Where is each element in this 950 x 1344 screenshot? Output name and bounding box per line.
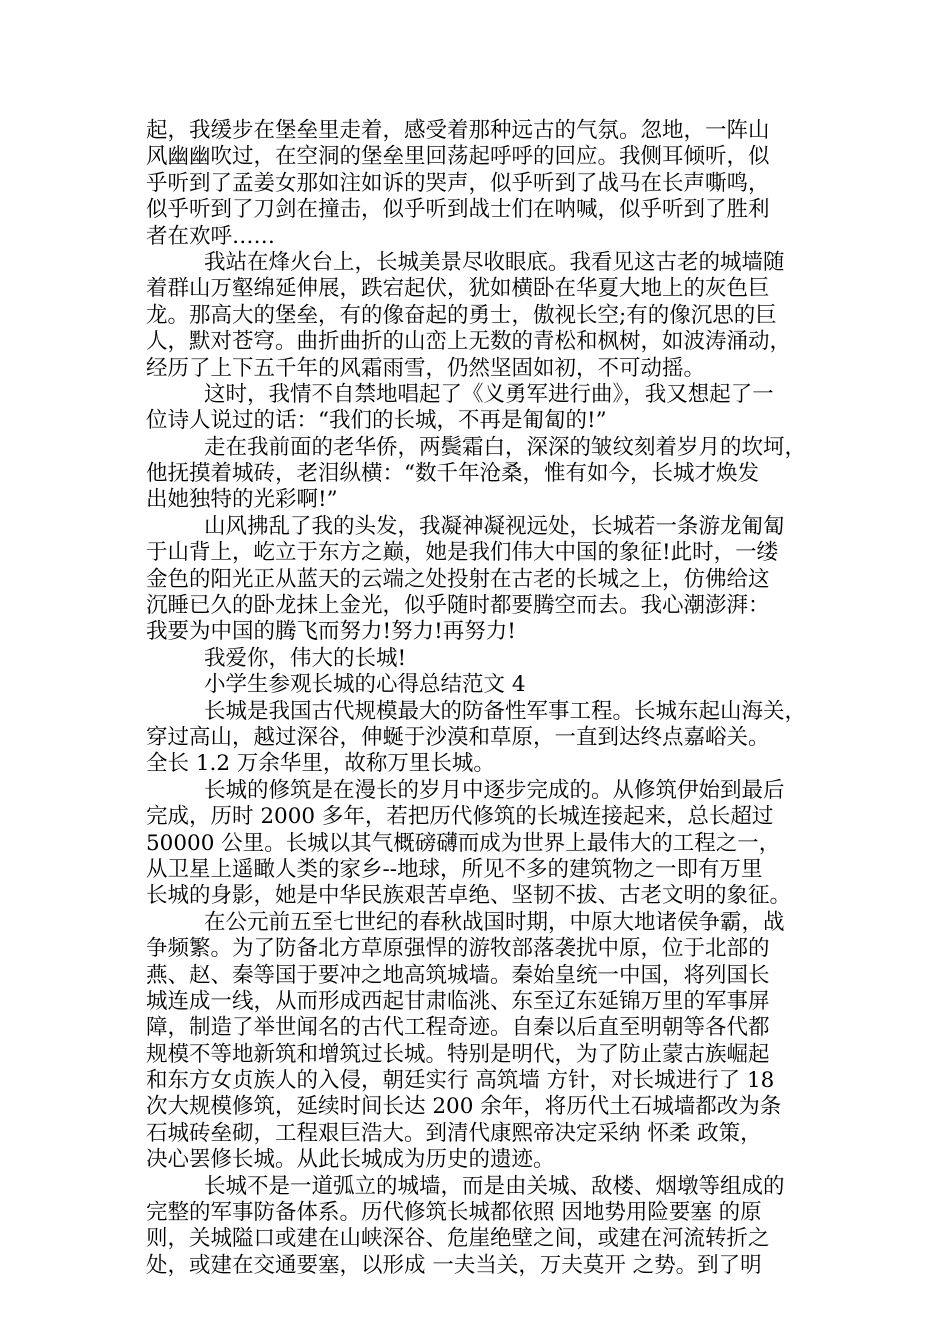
- text-line: 乎听到了孟姜女那如注如诉的哭声，似乎听到了战马在长声嘶鸣，: [146, 170, 770, 196]
- text-line: 处，或建在交通要塞，以形成 一夫当关，万夫莫开 之势。到了明: [146, 1252, 762, 1278]
- text-line: 龙。那高大的堡垒，有的像奋起的勇士，傲视长空;有的像沉思的巨: [146, 302, 777, 328]
- body-text: [146, 118, 826, 1279]
- paragraph-first-line: 我站在烽火台上，长城美景尽收眼底。我看见这古老的城墙随: [204, 249, 785, 275]
- text-line: 全长 1.2 万余华里，故称万里长城。: [146, 751, 495, 777]
- text-line: 石城砖垒砌，工程艰巨浩大。到清代康熙帝决定采纳 怀柔 政策，: [146, 1120, 762, 1146]
- text-line: 障，制造了举世闻名的古代工程奇迹。自秦以后直至明朝等各代都: [146, 1015, 770, 1041]
- text-line: 位诗人说过的话：“我们的长城，不再是匍匐的!”: [146, 408, 607, 434]
- text-line: 他抚摸着城砖，老泪纵横：“数千年沧桑，惟有如今，长城才焕发: [146, 461, 759, 487]
- paragraph-first-line: 小学生参观长城的心得总结范文 4: [204, 672, 526, 698]
- text-line: 和东方女贞族人的入侵，朝廷实行 高筑墙 方针，对长城进行了 18: [146, 1068, 775, 1094]
- text-line: 50000 公里。长城以其气概磅礴而成为世界上最伟大的工程之一，: [146, 830, 781, 856]
- text-line: 争频繁。为了防备北方草原强悍的游牧部落袭扰中原，位于北部的: [146, 936, 770, 962]
- text-line: 决心罢修长城。从此长城成为历史的遗迹。: [146, 1147, 555, 1173]
- text-line: 我要为中国的腾飞而努力!努力!再努力!: [146, 619, 516, 645]
- text-line: 沉睡已久的卧龙抹上金光，似乎随时都要腾空而去。我心潮澎湃：: [146, 593, 770, 619]
- text-line: 似乎听到了刀剑在撞击，似乎听到战士们在呐喊，似乎听到了胜利: [146, 197, 770, 223]
- text-line: 风幽幽吹过，在空洞的堡垒里回荡起呼呼的回应。我侧耳倾听，似: [146, 144, 770, 170]
- paragraph-first-line: 走在我前面的老华侨，两鬓霜白，深深的皱纹刻着岁月的坎坷，: [204, 434, 807, 460]
- text-line: 次大规模修筑，延续时间长达 200 余年，将历代土石城墙都改为条: [146, 1094, 782, 1120]
- text-line: 从卫星上遥瞰人类的家乡--地球，所见不多的建筑物之一即有万里: [146, 856, 763, 882]
- paragraph-first-line: 长城是我国古代规模最大的防备性军事工程。长城东起山海关，: [204, 698, 807, 724]
- text-line: 长城的身影，她是中华民族艰苦卓绝、坚韧不拔、古老文明的象征。: [146, 883, 792, 909]
- paragraph-first-line: 山风拂乱了我的头发，我凝神凝视远处，长城若一条游龙匍匐: [204, 513, 785, 539]
- text-line: 城连成一线，从而形成西起甘肃临洮、东至辽东延锦万里的军事屏: [146, 988, 770, 1014]
- text-line: 则，关城隘口或建在山峡深谷、危崖绝壁之间，或建在河流转折之: [146, 1226, 770, 1252]
- text-line: 出她独特的光彩啊!”: [146, 487, 338, 513]
- text-line: 经历了上下五千年的风霜雨雪，仍然坚固如初，不可动摇。: [146, 355, 706, 381]
- text-line: 燕、赵、秦等国于要冲之地高筑城墙。秦始皇统一中国，将列国长: [146, 962, 770, 988]
- paragraph-first-line: 长城不是一道弧立的城墙，而是由关城、敌楼、烟墩等组成的: [204, 1173, 785, 1199]
- text-line: 规模不等地新筑和增筑过长城。特别是明代，为了防止蒙古族崛起: [146, 1041, 770, 1067]
- text-line: 者在欢呼……: [146, 223, 276, 249]
- text-line: 着群山万壑绵延伸展，跌宕起伏，犹如横卧在华夏大地上的灰色巨: [146, 276, 770, 302]
- text-line: 穿过高山，越过深谷，伸蜒于沙漠和草原，一直到达终点嘉峪关。: [146, 724, 770, 750]
- text-line: 完整的军事防备体系。历代修筑长城都依照 因地势用险要塞 的原: [146, 1200, 762, 1226]
- text-line: 于山背上，屹立于东方之巅，她是我们伟大中国的象征!此时，一缕: [146, 540, 779, 566]
- paragraph-first-line: 在公元前五至七世纪的春秋战国时期，中原大地诸侯争霸，战: [204, 909, 785, 935]
- text-line: 起，我缓步在堡垒里走着，感受着那种远古的气氛。忽地，一阵山: [146, 118, 770, 143]
- text-line: 完成，历时 2000 多年，若把历代修筑的长城连接起来，总长超过: [146, 804, 774, 830]
- paragraph-first-line: 长城的修筑是在漫长的岁月中逐步完成的。从修筑伊始到最后: [204, 777, 785, 803]
- text-line: 人，默对苍穹。曲折曲折的山峦上无数的青松和枫树，如波涛涌动，: [146, 329, 792, 355]
- text-line: 金色的阳光正从蓝天的云端之处投射在古老的长城之上，仿佛给这: [146, 566, 770, 592]
- paragraph-first-line: 这时，我情不自禁地唱起了《义勇军进行曲》，我又想起了一: [204, 381, 774, 407]
- paragraph-first-line: 我爱你，伟大的长城!: [204, 645, 407, 671]
